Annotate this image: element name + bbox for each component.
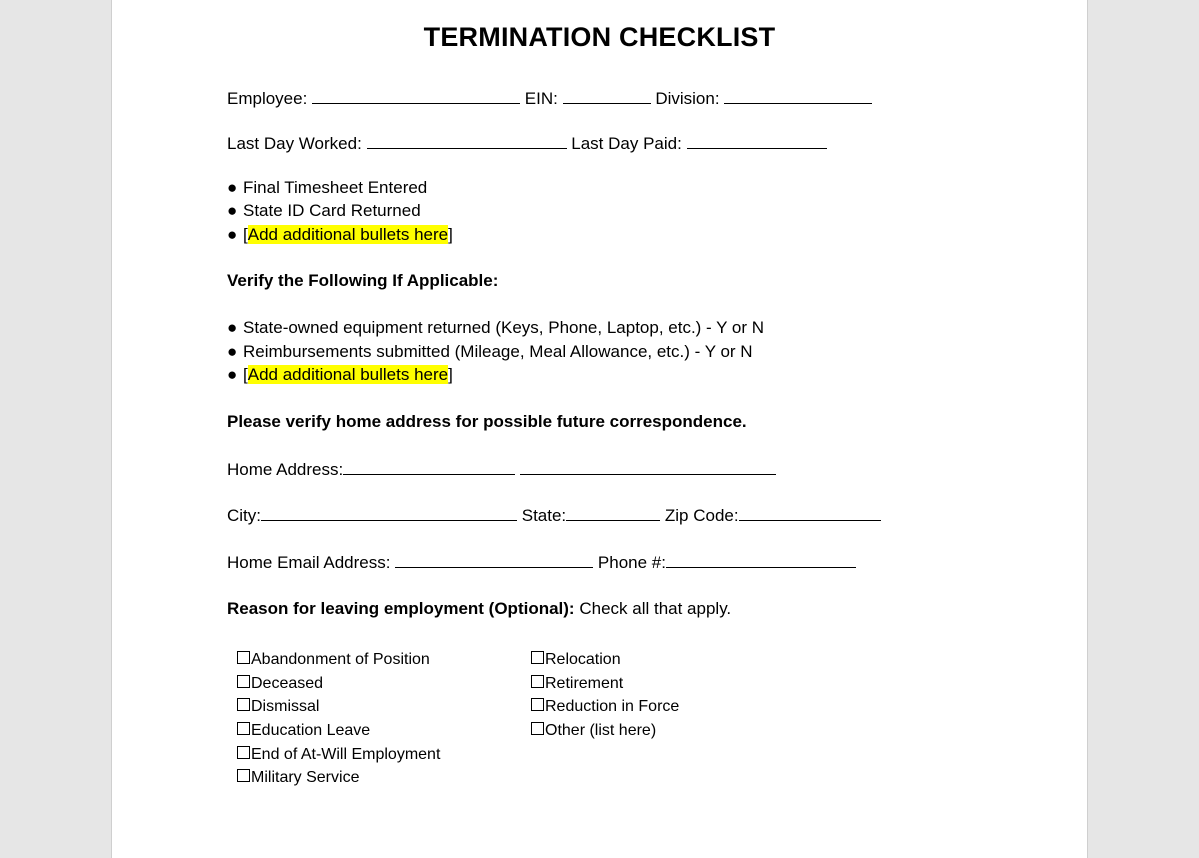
reason-option-label: Deceased — [251, 675, 324, 692]
city-label: City: — [227, 506, 261, 525]
home-address-row — [227, 458, 776, 481]
state-label: State: — [521, 506, 567, 525]
bullet-icon: ● — [227, 178, 238, 197]
reason-note: Check all that apply. — [574, 599, 732, 618]
checkbox-icon[interactable] — [237, 675, 250, 688]
checkbox-icon[interactable] — [531, 651, 544, 664]
bracket-open: [ — [243, 365, 248, 384]
city-row — [227, 504, 881, 527]
list-item — [227, 177, 427, 199]
checkbox-icon[interactable] — [531, 698, 544, 711]
email-row — [227, 551, 856, 574]
list-item-text: State ID Card Returned — [243, 201, 421, 220]
home-address-blank-2[interactable] — [520, 458, 776, 475]
reason-option-label: Relocation — [545, 651, 621, 668]
employee-blank[interactable] — [312, 87, 520, 104]
last-day-row — [227, 132, 827, 155]
zip-blank[interactable] — [739, 504, 881, 521]
list-item-placeholder — [227, 224, 453, 246]
last-day-paid-blank[interactable] — [687, 132, 827, 149]
reason-option[interactable] — [531, 673, 679, 695]
checkbox-icon[interactable] — [237, 769, 250, 782]
list-item-text: Final Timesheet Entered — [243, 178, 428, 197]
document-title: TERMINATION CHECKLIST — [423, 22, 776, 52]
reason-option[interactable] — [237, 744, 440, 766]
placeholder-highlight[interactable]: Add additional bullets here — [247, 365, 449, 384]
reason-option[interactable] — [237, 720, 440, 742]
reason-option-label: Abandonment of Position — [251, 651, 430, 668]
reason-option-label: Reduction in Force — [545, 698, 680, 715]
list-item-text: Reimbursements submitted (Mileage, Meal Allowance, etc.) - Y or N — [243, 342, 753, 361]
ein-blank[interactable] — [563, 87, 651, 104]
list-item-placeholder — [227, 364, 453, 386]
verify-heading: Verify the Following If Applicable: — [227, 271, 499, 290]
bracket-open: [ — [243, 225, 248, 244]
checkbox-icon[interactable] — [237, 722, 250, 735]
checkbox-icon[interactable] — [531, 722, 544, 735]
bullet-icon: ● — [227, 342, 238, 361]
last-day-worked-label: Last Day Worked: — [227, 134, 362, 153]
reason-option-label: Retirement — [545, 675, 624, 692]
home-address-blank-1[interactable] — [343, 458, 515, 475]
home-email-label: Home Email Address: — [227, 553, 391, 572]
home-email-blank[interactable] — [395, 551, 593, 568]
reason-option-label: Other (list here) — [545, 722, 657, 739]
checkbox-icon[interactable] — [531, 675, 544, 688]
employee-label: Employee: — [227, 89, 308, 108]
list-item-text: State-owned equipment returned (Keys, Phone, Laptop, etc.) - Y or N — [243, 318, 765, 337]
home-address-label: Home Address: — [227, 460, 344, 479]
address-heading: Please verify home address for possible future correspondence. — [227, 412, 747, 431]
document-page — [111, 0, 1088, 858]
reason-heading: Reason for leaving employment (Optional): — [227, 599, 575, 618]
reason-column-right — [531, 649, 679, 742]
placeholder-highlight[interactable]: Add additional bullets here — [247, 225, 449, 244]
list-item — [227, 317, 764, 339]
reason-option-label: Education Leave — [251, 722, 371, 739]
reason-option[interactable] — [531, 649, 679, 671]
employee-row — [227, 87, 872, 110]
division-label: Division: — [655, 89, 720, 108]
phone-label: Phone #: — [597, 553, 666, 572]
division-blank[interactable] — [724, 87, 872, 104]
reason-option[interactable] — [237, 696, 440, 718]
reason-option-label: Military Service — [251, 769, 360, 786]
last-day-worked-blank[interactable] — [367, 132, 567, 149]
last-day-paid-label: Last Day Paid: — [571, 134, 682, 153]
bullet-icon: ● — [227, 225, 238, 244]
bracket-close: ] — [448, 225, 453, 244]
bullet-icon: ● — [227, 201, 238, 220]
list-item — [227, 200, 421, 222]
checkbox-icon[interactable] — [237, 698, 250, 711]
list-item — [227, 341, 753, 363]
reason-column-left — [237, 649, 440, 789]
reason-option[interactable] — [237, 673, 440, 695]
reason-option-label: Dismissal — [251, 698, 320, 715]
bullet-icon: ● — [227, 365, 238, 384]
reason-row — [227, 598, 731, 620]
zip-label: Zip Code: — [664, 506, 739, 525]
ein-label: EIN: — [524, 89, 558, 108]
reason-option[interactable] — [531, 696, 679, 718]
reason-option[interactable] — [237, 649, 440, 671]
bullet-icon: ● — [227, 318, 238, 337]
checkbox-icon[interactable] — [237, 746, 250, 759]
reason-option[interactable] — [531, 720, 679, 742]
phone-blank[interactable] — [666, 551, 856, 568]
checkbox-icon[interactable] — [237, 651, 250, 664]
city-blank[interactable] — [261, 504, 517, 521]
bracket-close: ] — [448, 365, 453, 384]
reason-option[interactable] — [237, 767, 440, 789]
state-blank[interactable] — [566, 504, 660, 521]
reason-option-label: End of At-Will Employment — [251, 746, 441, 763]
